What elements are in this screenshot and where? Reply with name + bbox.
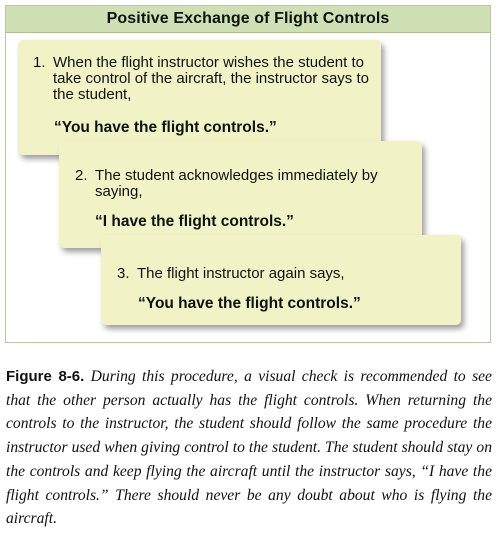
step-card-3 — [101, 235, 461, 325]
step-1-text: When the flight instructor wishes the student to take control of the aircraft, the instructor says to the student, — [53, 54, 369, 103]
step-card-1 — [18, 40, 381, 155]
step-2-number: 2. — [75, 167, 88, 184]
step-3-text: The flight instructor again says, — [137, 265, 345, 282]
step-3-instruction — [117, 266, 447, 282]
step-3-quote: “You have the flight controls.” — [138, 295, 361, 312]
step-3-number: 3. — [117, 265, 130, 282]
figure-panel — [5, 5, 491, 343]
figure-header — [6, 6, 490, 33]
step-1-instruction — [33, 55, 373, 103]
caption-label: Figure 8-6. — [6, 368, 85, 385]
step-2-text: The student acknowledges immediately by saying, — [95, 167, 378, 200]
figure-title: Positive Exchange of Flight Controls — [106, 10, 390, 27]
figure-caption — [6, 365, 492, 531]
step-1-quote: “You have the flight controls.” — [54, 119, 277, 136]
step-2-quote: “I have the flight controls.” — [95, 213, 294, 230]
step-1-number: 1. — [33, 54, 46, 71]
caption-text: During this procedure, a visual check is recommended to see that the other person actually has the flight controls. When returning the controls to the instructor, the student should follow the same procedure the instructor used when giving control to the student. The student should stay on the controls and keep flying the aircraft until the instructor says, “I have the flight controls.” There should never be any doubt about who is flying the aircraft. — [6, 368, 492, 528]
step-card-2 — [59, 141, 422, 248]
step-2-instruction — [75, 168, 415, 200]
